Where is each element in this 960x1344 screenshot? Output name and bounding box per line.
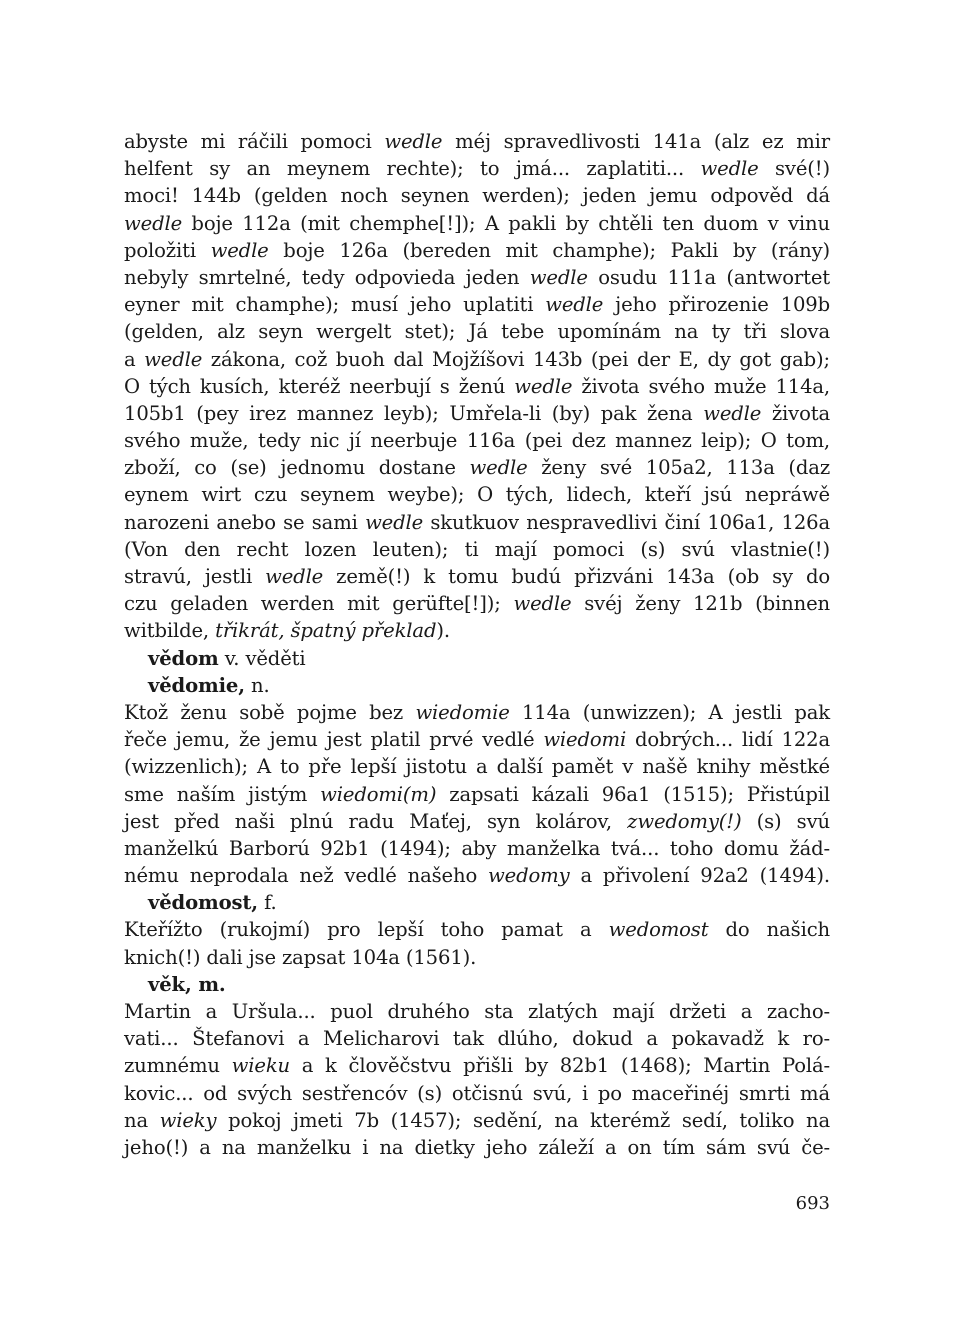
text-line xyxy=(124,862,830,889)
text-segment: země(!) k tomu budú přizváni 143a (ob sy do xyxy=(323,565,830,588)
italic-term: wedomy xyxy=(488,864,570,888)
text-segment: czu geladen werden mit gerüfte[!]); xyxy=(124,592,514,616)
entry-headword-line xyxy=(124,889,830,916)
text-segment: Kteřížto (rukojmí) pro lepší toho pamat a xyxy=(124,918,609,942)
italic-term: wedle xyxy=(703,401,762,425)
text-segment: (wizzenlich); A to pře lepší jistotu a další pamět v našě knihy městké xyxy=(124,755,830,779)
text-segment: (gelden, alz seyn wergelt stet); Já tebe upomínám na ty tři slova xyxy=(124,320,830,344)
page-number: 693 xyxy=(795,1193,830,1214)
text-line xyxy=(124,400,830,427)
text-segment: svéj ženy 121b (binnen xyxy=(571,592,831,616)
italic-term: třikrát, špatný překlad xyxy=(215,619,437,643)
text-line xyxy=(124,509,830,536)
italic-term: wedle xyxy=(124,211,183,235)
headword: věk, xyxy=(148,972,192,996)
text-line xyxy=(124,1025,830,1052)
text-segment: zapsati kázali 96a1 (1515); Přistúpil xyxy=(436,782,831,806)
text-segment: do našich xyxy=(708,918,830,942)
italic-term: wedle xyxy=(144,347,203,371)
italic-term: wedle xyxy=(469,456,528,480)
text-segment: své(!) xyxy=(758,157,830,181)
text-line xyxy=(124,346,830,373)
text-segment: (s) svú xyxy=(741,809,830,833)
text-segment: položiti xyxy=(124,238,211,262)
text-segment: abyste mi ráčili pomoci xyxy=(124,130,385,153)
text-line xyxy=(124,128,830,155)
text-segment: a k člověčstvu přišli by 82b1 (1468); Martin Polá- xyxy=(290,1054,830,1078)
text-line xyxy=(124,1052,830,1079)
text-line xyxy=(124,237,830,264)
text-line xyxy=(124,1107,830,1134)
italic-term: wedle xyxy=(210,238,269,262)
text-line xyxy=(124,1134,830,1161)
text-segment: svého muže, tedy nic jí neerbuje 116a (pei dez mannez leip); O tom, xyxy=(124,429,830,453)
text-line xyxy=(124,726,830,753)
text-segment: boje 112a (mit chemphe[!]); A pakli by chtěli ten duom v vinu xyxy=(182,211,830,235)
text-segment: manželkú Barború 92b1 (1494); aby manželka tvá... toho domu žád- xyxy=(124,836,830,860)
text-line xyxy=(124,590,830,617)
text-line xyxy=(124,536,830,563)
text-segment: nému neprodala než vedlé našeho xyxy=(124,864,489,888)
italic-term: wedle xyxy=(384,130,443,153)
text-segment: řeče jemu, že jemu jest platil prvé vedlé xyxy=(124,728,544,752)
italic-term: wedle xyxy=(513,592,572,616)
text-line xyxy=(124,481,830,508)
text-segment: Ktož ženu sobě pojme bez xyxy=(124,700,416,724)
text-segment: ženy své 105a2, 113a (daz xyxy=(527,456,830,480)
headword: vědomost, xyxy=(148,891,258,915)
entry-headword-line xyxy=(124,971,830,998)
text-segment: nebyly smrtelné, tedy odpovieda jeden xyxy=(124,265,530,289)
text-line xyxy=(124,1080,830,1107)
text-segment: 105b1 (pey irez mannez leyb); Umřela-li (by) pak žena xyxy=(124,401,704,425)
text-segment: (Von den recht lozen leuten); ti mají pomoci (s) svú vlastnie(!) xyxy=(124,537,830,561)
text-segment: helfent sy an meynem rechte); to jmá... zaplatiti... xyxy=(124,157,701,181)
text-segment: a přivolení 92a2 (1494). xyxy=(569,864,830,888)
text-segment: narozeni anebo se sami xyxy=(124,510,366,534)
text-segment: pokoj jmeti 7b (1457); sedění, na kterémž sedí, toliko na xyxy=(216,1108,830,1132)
italic-term: wedle xyxy=(529,265,588,289)
text-segment: v. věděti xyxy=(218,646,306,670)
text-segment: skutkuov nespravedlivi činí 106a1, 126a xyxy=(423,510,830,534)
text-segment: n. xyxy=(244,673,270,697)
text-segment: života xyxy=(761,401,830,425)
text-segment: jest před naši plnú radu Maťej, syn kolárov, xyxy=(124,809,628,833)
text-segment: jeho(!) a na manželku i na dietky jeho záleží a on tím sám svú če- xyxy=(124,1135,830,1159)
text-segment: 114a (unwizzen); A jestli pak xyxy=(509,700,830,724)
text-segment: f. xyxy=(257,891,277,915)
text-line xyxy=(124,373,830,400)
text-line xyxy=(124,617,830,644)
text-segment: dobrých... lidí 122a xyxy=(626,728,830,752)
text-line xyxy=(124,291,830,318)
italic-term: zwedomy(!) xyxy=(627,809,742,833)
entry-headword-line xyxy=(124,645,830,672)
text-segment: vati... Štefanovi a Melicharovi tak dlúho, dokud a pokavadž k ro- xyxy=(124,1027,830,1051)
text-line xyxy=(124,944,830,971)
italic-term: wieky xyxy=(159,1108,217,1132)
text-line xyxy=(124,699,830,726)
italic-term: wedle xyxy=(365,510,424,534)
text-line xyxy=(124,155,830,182)
italic-term: wiedomi xyxy=(543,728,627,752)
text-segment: zákona, což buoh dal Mojžíšovi 143b (pei der E, dy got gab); xyxy=(202,347,830,371)
text-segment: méj spravedlivosti 141a (alz ez mir xyxy=(442,130,830,153)
text-segment: jeho přirozenie 109b xyxy=(603,293,830,317)
text-line xyxy=(124,916,830,943)
text-line xyxy=(124,998,830,1025)
entry-headword-line xyxy=(124,672,830,699)
text-line xyxy=(124,808,830,835)
text-line xyxy=(124,318,830,345)
text-line xyxy=(124,182,830,209)
text-segment: zboží, co (se) jednomu dostane xyxy=(124,456,470,480)
text-segment: stravú, jestli xyxy=(124,565,266,588)
italic-term: wiedomie xyxy=(415,700,510,724)
italic-term: wedle xyxy=(700,157,759,181)
text-segment: ). xyxy=(436,619,450,643)
text-line xyxy=(124,563,830,590)
italic-term: wedle xyxy=(514,374,573,398)
text-segment: kovic... od svých sestřencóv (s) otčisnú svú, i po maceřinéj smrti má xyxy=(124,1081,830,1105)
italic-term: wedle xyxy=(545,293,604,317)
text-segment: witbilde, xyxy=(124,619,216,643)
text-segment: a xyxy=(124,347,145,371)
text-segment: osudu 111a (antwortet xyxy=(587,265,830,289)
text-segment: eyner mit champhe); musí jeho uplatiti xyxy=(124,293,546,317)
headword: vědom xyxy=(148,646,219,670)
text-segment: sme naším jistým xyxy=(124,782,321,806)
italic-term: wedomost xyxy=(608,918,709,942)
italic-term: wiedomi(m) xyxy=(320,782,437,806)
text-line xyxy=(124,427,830,454)
text-segment: moci! 144b (gelden noch seynen werden); jeden jemu odpověd dá xyxy=(124,184,830,208)
text-segment: eynem wirt czu seynem weybe); O tých, lidech, kteří jsú nepráwě xyxy=(124,483,830,507)
italic-term: wieku xyxy=(231,1054,291,1078)
text-line xyxy=(124,835,830,862)
text-segment: Martin a Uršula... puol druhého sta zlatých mají držeti a zacho- xyxy=(124,1000,830,1023)
text-line xyxy=(124,264,830,291)
text-segment: O tých kusích, kteréž neerbují s ženú xyxy=(124,374,515,398)
text-line xyxy=(124,454,830,481)
text-line xyxy=(124,781,830,808)
headword: vědomie, xyxy=(148,673,245,697)
headword: m. xyxy=(191,972,226,996)
text-segment: zumnému xyxy=(124,1054,232,1078)
text-segment: života svého muže 114a, xyxy=(572,374,831,398)
text-line xyxy=(124,753,830,780)
text-segment: na xyxy=(124,1108,160,1132)
text-segment: boje 126a (bereden mit champhe); Pakli by (rány) xyxy=(268,238,830,262)
document-body xyxy=(124,128,830,1161)
text-segment: knich(!) dali jse zapsat 104a (1561). xyxy=(124,945,477,969)
text-line xyxy=(124,210,830,237)
italic-term: wedle xyxy=(265,565,324,588)
